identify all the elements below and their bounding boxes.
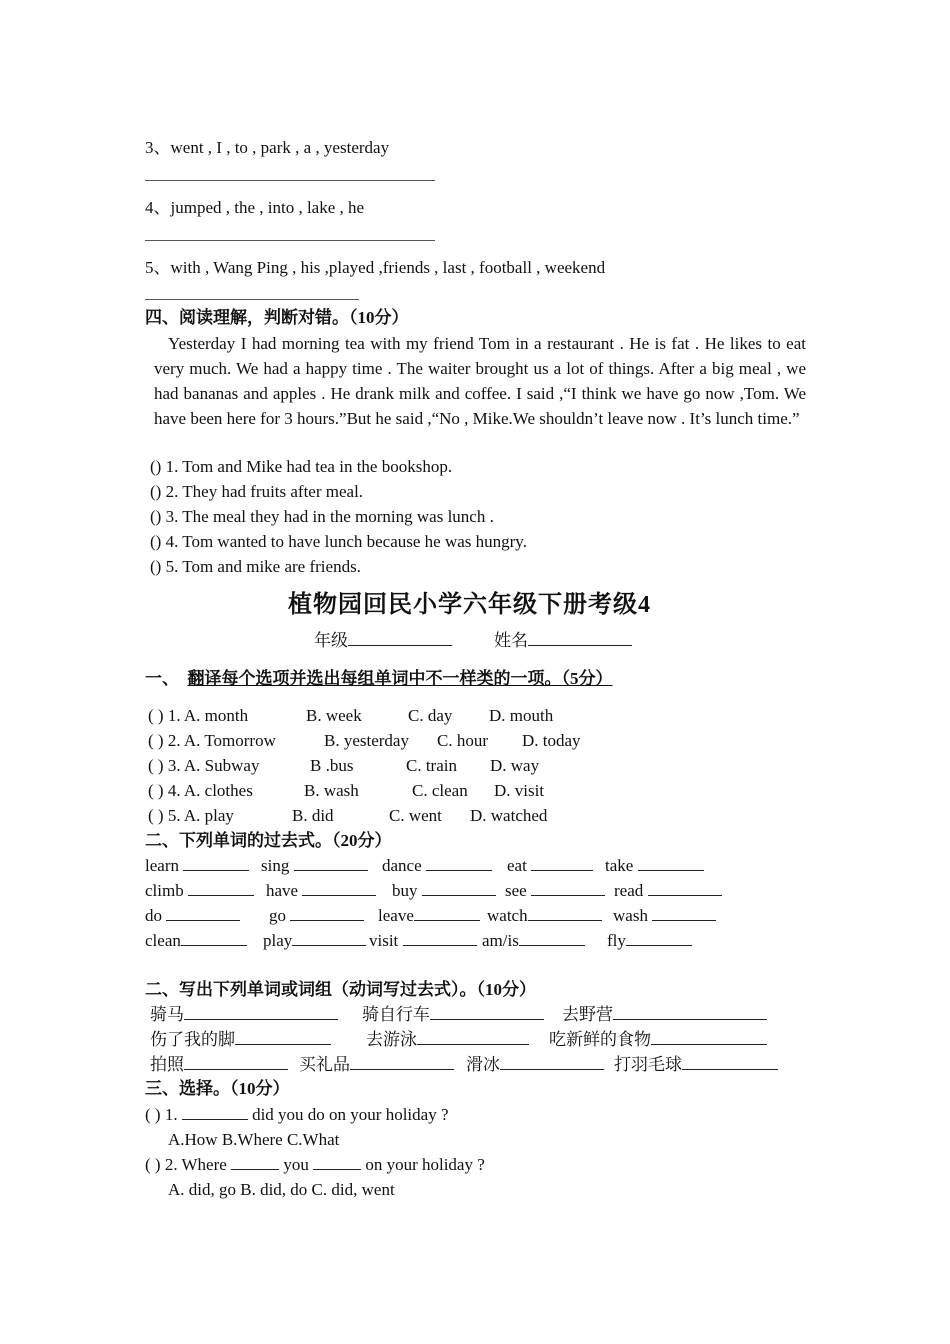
name-field[interactable] [494, 630, 632, 652]
item-number: 4、 [145, 198, 171, 217]
unscramble-item-4 [145, 197, 364, 219]
answer-line[interactable] [145, 299, 359, 300]
item-number: 3、 [145, 138, 171, 157]
item-words: went , I , to , park , a , yesterday [170, 138, 390, 157]
section2-heading: 二、下列单词的过去式。（20分） [145, 831, 392, 850]
reading-question: () 4. Tom wanted to have lunch because he was hungry. [150, 532, 527, 551]
unscramble-item-3 [145, 137, 389, 159]
choice-question-2: ( ) 2. Where you on your holiday ? [145, 1155, 485, 1174]
item-number: 5、 [145, 258, 171, 277]
exam-title: 植物园回民小学六年级下册考级4 [288, 592, 651, 618]
section3-heading: 二、写出下列单词或词组（动词写过去式）。（10分） [145, 980, 536, 999]
reading-question: () 2. They had fruits after meal. [150, 482, 364, 501]
section1-heading: 一、 翻译每个选项并选出每组单词中不一样类的一项。（5分） [145, 669, 613, 688]
name-label: 姓名 [494, 631, 528, 650]
reading-heading: 四、阅读理解，判断对错。（10分） [145, 308, 409, 327]
grade-field[interactable] [314, 630, 452, 652]
choice-options-2: A. did, go B. did, do C. did, went [168, 1180, 395, 1199]
reading-question: () 3. The meal they had in the morning was lunch . [150, 507, 494, 526]
unscramble-item-5 [145, 257, 605, 279]
reading-passage: Yesterday I had morning tea with my friend Tom in a restaurant . He is fat . He likes to eat very much. We had a happy time . The waiter brought us a lot of things. After a big meal , we had bananas and apples . He drank milk and coffee. I said ,“I think we have go now ,Tom. We have been here for 3 hours.”But he said ,“No , Mike.We shouldn’t leave now . It’s lunch time.” [154, 334, 806, 428]
section4-heading: 三、选择。（10分） [145, 1079, 290, 1098]
item-words: jumped , the , into , lake , he [170, 198, 365, 217]
reading-question: () 5. Tom and mike are friends. [150, 557, 361, 576]
answer-line[interactable] [145, 240, 435, 241]
grade-label: 年级 [314, 631, 348, 650]
answer-line[interactable] [145, 180, 435, 181]
item-words: with , Wang Ping , his ,played ,friends , last , football , weekend [170, 258, 606, 277]
choice-question-1: ( ) 1. did you do on your holiday ? [145, 1105, 449, 1124]
reading-question: () 1. Tom and Mike had tea in the bookshop. [150, 457, 453, 476]
choice-options-1: A.How B.Where C.What [168, 1130, 340, 1149]
